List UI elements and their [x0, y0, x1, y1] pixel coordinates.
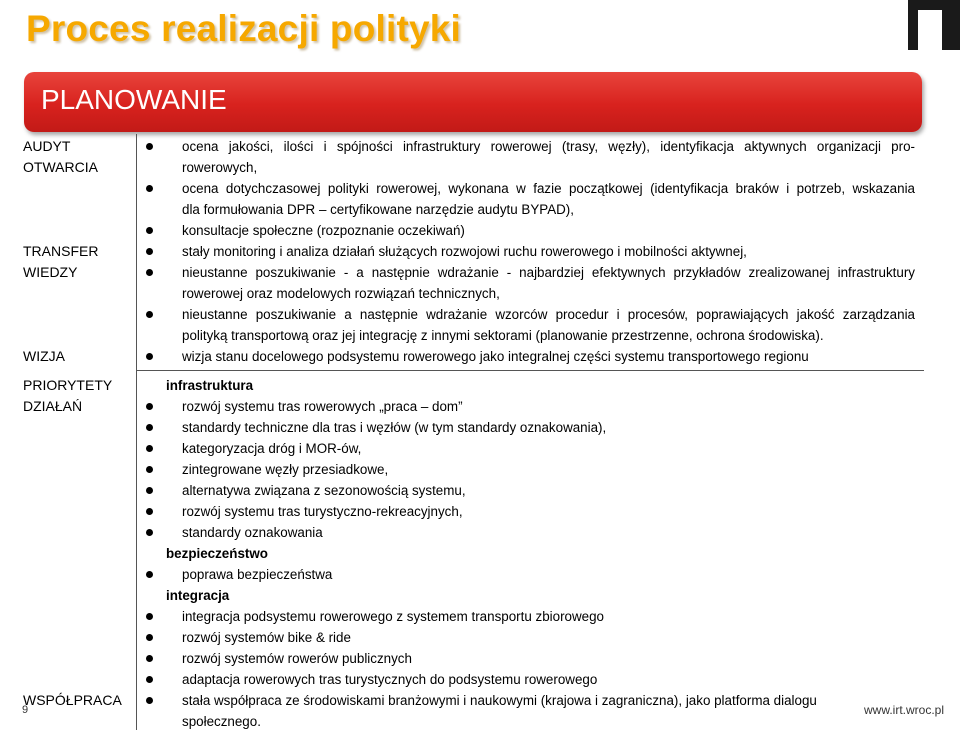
list-item: rozwój systemów bike & ride — [182, 630, 351, 645]
footer-url: www.irt.wroc.pl — [864, 703, 945, 717]
list-item: rozwój systemu tras rowerowych „praca – dom” — [182, 399, 463, 414]
list-item: rozwój systemów rowerów publicznych — [182, 651, 412, 666]
list-item: rozwój systemu tras turystyczno-rekreacyjnych, — [182, 504, 463, 519]
label-wiedzy: WIEDZY — [23, 264, 78, 280]
list-item: ocena jakości, ilości i spójności infrastruktury rowerowej (trasy, węzły), identyfikacja aktywnych organizacji pro- — [182, 139, 915, 154]
list-item: alternatywa związana z sezonowością systemu, — [182, 483, 466, 498]
list-item: stała współpraca ze środowiskami branżowymi i naukowymi (krajowa i zagraniczna), jako platforma dialogu — [182, 693, 817, 708]
bullet-icon — [146, 466, 153, 473]
label-otwarcia: OTWARCIA — [23, 159, 98, 175]
list-item: nieustanne poszukiwanie - a następnie wdrażanie - najbardziej efektywnych przykładów zrealizowanej infrastruktury — [182, 265, 915, 280]
list-item: konsultacje społeczne (rozpoznanie oczekiwań) — [182, 223, 465, 238]
label-transfer: TRANSFER — [23, 243, 99, 259]
list-item: adaptacja rowerowych tras turystycznych do podsystemu rowerowego — [182, 672, 598, 687]
label-audyt: AUDYT — [23, 138, 71, 154]
bullet-icon — [146, 697, 153, 704]
bullet-icon — [146, 655, 153, 662]
bullet-icon — [146, 445, 153, 452]
bullet-icon — [146, 143, 153, 150]
list-item: zintegrowane węzły przesiadkowe, — [182, 462, 389, 477]
bullet-icon — [146, 487, 153, 494]
list-item: nieustanne poszukiwanie a następnie wdrażanie wzorców procedur i procesów, poprawiających jakość zarządzania — [182, 307, 915, 322]
subheading-integracja: integracja — [166, 588, 230, 603]
bullet-icon — [146, 353, 153, 360]
list-item: wizja stanu docelowego podsystemu rowerowego jako integralnej części systemu transportowego regionu — [182, 349, 809, 364]
bullet-icon — [146, 185, 153, 192]
bullet-icon — [146, 508, 153, 515]
label-priorytety: PRIORYTETY — [23, 377, 113, 393]
bullet-icon — [146, 676, 153, 683]
logo-icon — [906, 0, 960, 54]
bullet-icon — [146, 269, 153, 276]
label-dzialan: DZIAŁAŃ — [23, 398, 83, 414]
column-divider — [136, 134, 137, 730]
list-item: integracja podsystemu rowerowego z systemem transportu zbiorowego — [182, 609, 605, 624]
list-item: stały monitoring i analiza działań służących rozwojowi ruchu rowerowego i mobilności aktywnej, — [182, 244, 747, 259]
subheading-infrastruktura: infrastruktura — [166, 378, 254, 393]
banner-label: PLANOWANIE — [41, 84, 227, 115]
bullet-icon — [146, 227, 153, 234]
list-item: standardy techniczne dla tras i węzłów (w tym standardy oznakowania), — [182, 420, 607, 435]
bullet-icon — [146, 403, 153, 410]
bullet-icon — [146, 311, 153, 318]
list-item: ocena dotychczasowej polityki rowerowej, wykonana w fazie początkowej (identyfikacja braków i potrzeb, wskazania — [182, 181, 915, 196]
list-item: dla formułowania DPR – certyfikowane narzędzie audytu BYPAD), — [182, 202, 574, 217]
subheading-bezpieczenstwo: bezpieczeństwo — [166, 546, 268, 561]
label-wspolpraca: WSPÓŁPRACA — [23, 692, 122, 708]
bullet-icon — [146, 634, 153, 641]
bullet-icon — [146, 424, 153, 431]
list-item: kategoryzacja dróg i MOR-ów, — [182, 441, 362, 456]
list-item: społecznego. — [182, 714, 261, 729]
bullet-icon — [146, 571, 153, 578]
section-banner — [24, 72, 922, 132]
page-number: 9 — [22, 704, 29, 716]
bullet-icon — [146, 248, 153, 255]
bullet-icon — [146, 529, 153, 536]
row-divider — [136, 370, 924, 371]
label-wizja: WIZJA — [23, 348, 65, 364]
list-item: poprawa bezpieczeństwa — [182, 567, 333, 582]
bullet-icon — [146, 613, 153, 620]
list-item: rowerowej oraz modelowych rozwiązań technicznych, — [182, 286, 500, 301]
list-item: standardy oznakowania — [182, 525, 323, 540]
list-item: rowerowych, — [182, 160, 258, 175]
slide-title: Proces realizacji polityki — [26, 8, 462, 49]
list-item: polityką transportową oraz jej integrację z innymi sektorami (planowanie przestrzenne, ochrona środowiska). — [182, 328, 824, 343]
